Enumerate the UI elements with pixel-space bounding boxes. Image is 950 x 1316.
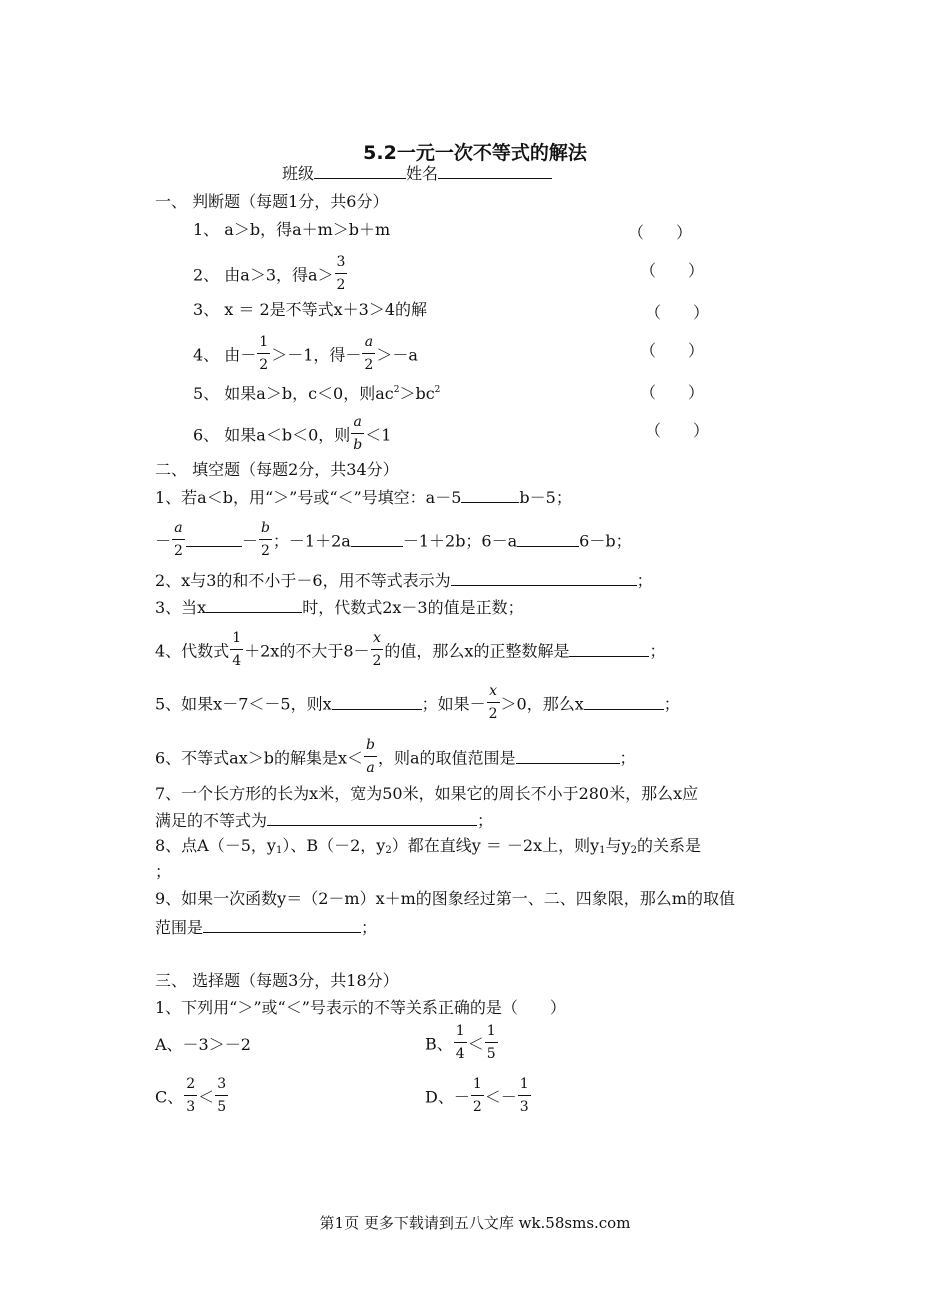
answer-blank[interactable] xyxy=(203,917,361,933)
section3-heading: 三、 选择题（每题3分，共18分） xyxy=(155,971,399,990)
fraction: $\frac{3}{5}$ xyxy=(217,1076,227,1115)
answer-blank[interactable] xyxy=(569,641,649,657)
fill-q1: 1、若a＜b，用“＞”号或“＜”号填空：a－5 b－5； xyxy=(155,488,572,507)
name-label: 姓名 xyxy=(406,164,439,183)
fraction: $\frac{a}{2}$ xyxy=(364,334,374,373)
answer-blank[interactable] xyxy=(516,748,620,764)
option-a[interactable]: A、－3＞－2 xyxy=(155,1035,251,1054)
section2-heading: 二、 填空题（每题2分，共34分） xyxy=(155,460,399,479)
fill-q1-line2: － $\frac{a}{2}$ － $\frac{b}{2}$ ；－1＋2a －1＋2b；6－a 6－b； xyxy=(155,520,632,559)
fraction: $\frac{x}{2}$ xyxy=(372,630,382,669)
fill-q7-line2: 满足的不等式为 ； xyxy=(155,811,494,830)
judge-item-6: 6、 如果a＜b＜0，则 $\frac{a}{b}$ ＜1 xyxy=(193,414,392,453)
fill-q9-line1: 9、如果一次函数y＝（2－m）x＋m的图象经过第一、二、四象限，那么m的取值 xyxy=(155,889,735,908)
answer-blank[interactable] xyxy=(267,810,477,826)
fill-q5: 5、如果x－7＜－5，则x ；如果－ $\frac{x}{2}$ ＞0，那么x ； xyxy=(155,683,680,722)
judge-item-1: 1、 a＞b，得a＋m＞b＋m xyxy=(193,220,391,239)
student-info-row xyxy=(282,163,552,184)
page-title: 5.2一元一次不等式的解法 xyxy=(363,142,587,164)
fill-q7-line1: 7、一个长方形的长为x米，宽为50米，如果它的周长不小于280米，那么x应 xyxy=(155,784,699,803)
fraction: $\frac{1}{5}$ xyxy=(486,1023,496,1062)
fraction: $\frac{1}{2}$ xyxy=(259,334,269,373)
name-input[interactable] xyxy=(438,163,552,179)
answer-blank[interactable] xyxy=(517,531,579,547)
class-input[interactable] xyxy=(314,163,406,179)
answer-paren-4[interactable]: （ ） xyxy=(640,341,705,360)
answer-paren-6[interactable]: （ ） xyxy=(645,421,710,440)
fraction: $\frac{a}{2}$ xyxy=(174,520,183,559)
fill-q2: 2、x与3的和不小于－6，用不等式表示为 ； xyxy=(155,571,653,590)
fill-q9-line2: 范围是 ； xyxy=(155,918,378,937)
fraction: $\frac{1}{4}$ xyxy=(232,630,242,669)
fraction: $\frac{b}{a}$ xyxy=(366,737,375,776)
answer-paren-3[interactable]: （ ） xyxy=(645,303,710,322)
fraction: $\frac{1}{4}$ xyxy=(455,1023,465,1062)
fill-q4: 4、代数式 $\frac{1}{4}$ ＋2x的不大于8－ $\frac{x}{2}$ 的值，那么x的正整数解是 ； xyxy=(155,630,666,669)
judge-item-2: 2、 由a＞3，得a＞ $\frac{3}{2}$ xyxy=(193,254,346,293)
fraction: $\frac{a}{b}$ xyxy=(353,414,363,453)
fraction: $\frac{b}{2}$ xyxy=(260,520,270,559)
fraction: $\frac{1}{3}$ xyxy=(519,1076,529,1115)
judge-item-4: 4、 由－ $\frac{1}{2}$ ＞－1，得－ $\frac{a}{2}$ ＞－a xyxy=(193,334,418,373)
option-b[interactable]: B、 $\frac{1}{4}$ ＜ $\frac{1}{5}$ xyxy=(425,1023,496,1062)
fill-q6: 6、不等式ax＞b的解集是x＜ $\frac{b}{a}$ ，则a的取值范围是 ； xyxy=(155,737,636,776)
answer-blank[interactable] xyxy=(186,531,242,547)
answer-blank[interactable] xyxy=(206,597,302,613)
answer-paren-1[interactable]: （ ） xyxy=(628,223,693,242)
fraction: $\frac{x}{2}$ xyxy=(488,683,498,722)
choice-q1: 1、下列用“＞”或“＜”号表示的不等关系正确的是（ ） xyxy=(155,998,566,1017)
answer-paren-5[interactable]: （ ） xyxy=(640,383,705,402)
answer-paren-2[interactable]: （ ） xyxy=(640,261,705,280)
answer-blank[interactable] xyxy=(332,694,422,710)
fraction: $\frac{3}{2}$ xyxy=(336,254,346,293)
fill-q8: 8、点A（－5，$y_1$）、B（－2，$y_2$）都在直线y ＝ －2x上，则$y_1$与$y_2$的关系是 xyxy=(155,836,701,856)
answer-blank[interactable] xyxy=(461,487,519,503)
answer-blank[interactable] xyxy=(451,570,637,586)
answer-blank[interactable] xyxy=(584,694,664,710)
answer-blank[interactable] xyxy=(351,531,403,547)
fraction: $\frac{1}{2}$ xyxy=(472,1076,482,1115)
class-label: 班级 xyxy=(282,164,315,183)
judge-item-3: 3、 x ＝ 2是不等式x＋3＞4的解 xyxy=(193,300,428,319)
option-d[interactable]: D、－ $\frac{1}{2}$ ＜－ $\frac{1}{3}$ xyxy=(425,1076,529,1115)
fill-q8-end: ； xyxy=(155,862,172,881)
section1-heading: 一、 判断题（每题1分，共6分） xyxy=(155,192,389,211)
fill-q3: 3、当x 时，代数式2x－3的值是正数； xyxy=(155,598,524,617)
page-footer: 第1页 更多下载请到五八文库 wk.58sms.com xyxy=(319,1214,631,1232)
option-c[interactable]: C、 $\frac{2}{3}$ ＜ $\frac{3}{5}$ xyxy=(155,1076,227,1115)
judge-item-5: 5、 如果a＞b，c＜0，则$ac^2>bc^2$ xyxy=(193,384,441,403)
fraction: $\frac{2}{3}$ xyxy=(186,1076,196,1115)
